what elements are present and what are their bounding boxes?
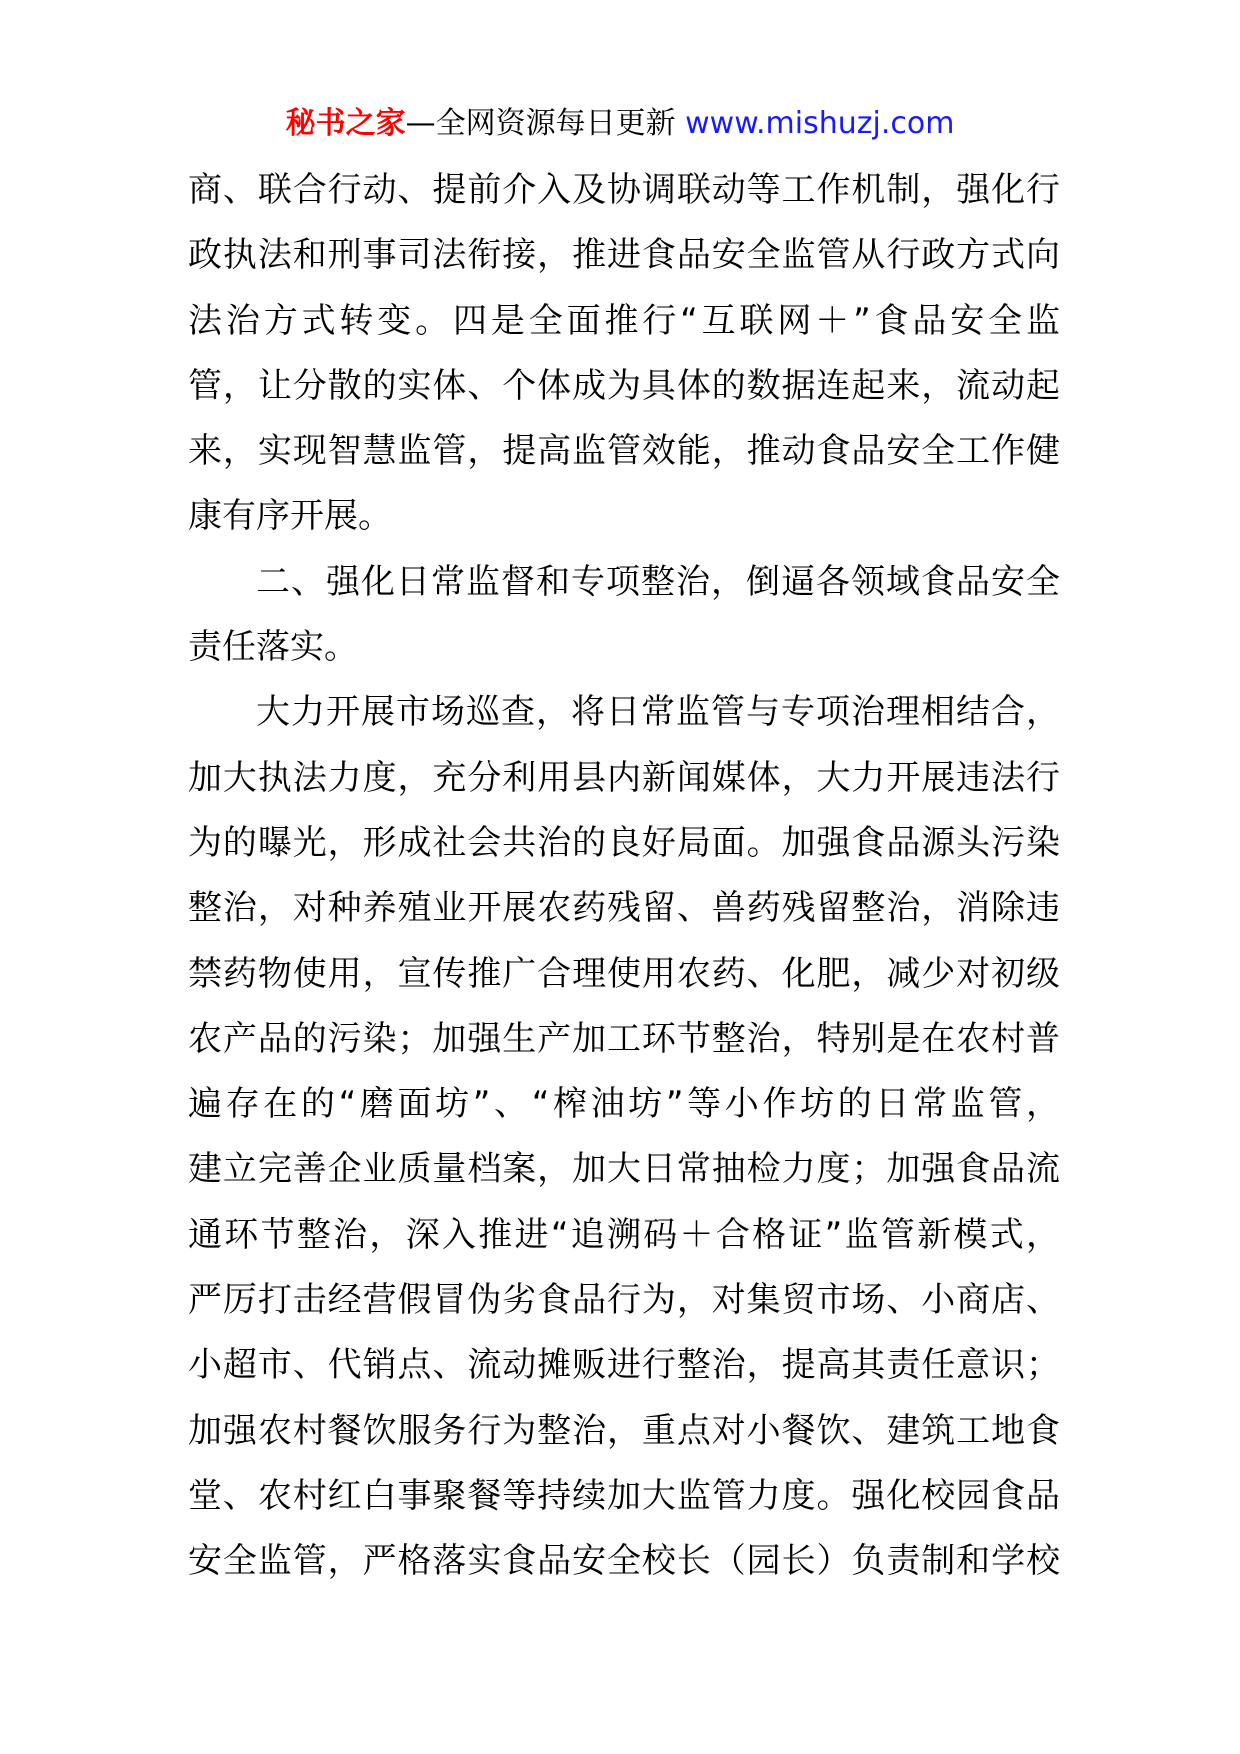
text-line: 堂、农村红白事聚餐等持续加大监管力度。强化校园食品 [188,1475,1060,1516]
text-line: 康有序开展。 [188,496,392,537]
page-header [0,100,1240,148]
text-line: 遍存在的“磨面坊”、“榨油坊”等小作坊的日常监管， [188,1084,1060,1125]
text-line: 加强农村餐饮服务行为整治，重点对小餐饮、建筑工地食 [188,1410,1060,1451]
text-line: 安全监管，严格落实食品安全校长（园长）负责制和学校 [188,1541,1060,1582]
document-body [188,158,1060,1595]
text-line: 管，让分散的实体、个体成为具体的数据连起来，流动起 [188,365,1060,406]
text-line: 法治方式转变。四是全面推行“互联网＋”食品安全监 [188,300,1060,341]
header-tagline: —全网资源每日更新 [405,106,676,141]
brand-name: 秘书之家 [285,106,406,141]
site-url-link[interactable]: www.mishuzj.com [685,106,955,141]
text-line: 来，实现智慧监管，提高监管效能，推动食品安全工作健 [188,431,1060,472]
text-line: 责任落实。 [188,627,358,668]
text-line: 二、强化日常监督和专项整治，倒逼各领域食品安全 [256,561,1060,602]
text-line: 小超市、代销点、流动摊贩进行整治，提高其责任意识； [188,1345,1060,1386]
text-line: 整治，对种养殖业开展农药残留、兽药残留整治，消除违 [188,888,1060,929]
text-line: 通环节整治，深入推进“追溯码＋合格证”监管新模式， [188,1214,1060,1255]
text-line: 政执法和刑事司法衔接，推进食品安全监管从行政方式向 [188,235,1060,276]
text-line: 严厉打击经营假冒伪劣食品行为，对集贸市场、小商店、 [188,1280,1060,1321]
text-line: 农产品的污染；加强生产加工环节整治，特别是在农村普 [188,1018,1060,1059]
text-line: 为的曝光，形成社会共治的良好局面。加强食品源头污染 [188,822,1060,863]
text-line: 禁药物使用，宣传推广合理使用农药、化肥，减少对初级 [188,953,1060,994]
text-line: 大力开展市场巡查，将日常监管与专项治理相结合， [256,692,1060,733]
text-line: 建立完善企业质量档案，加大日常抽检力度；加强食品流 [188,1149,1060,1190]
text-line: 商、联合行动、提前介入及协调联动等工作机制，强化行 [188,170,1060,210]
text-line: 加大执法力度，充分利用县内新闻媒体，大力开展违法行 [188,757,1060,798]
